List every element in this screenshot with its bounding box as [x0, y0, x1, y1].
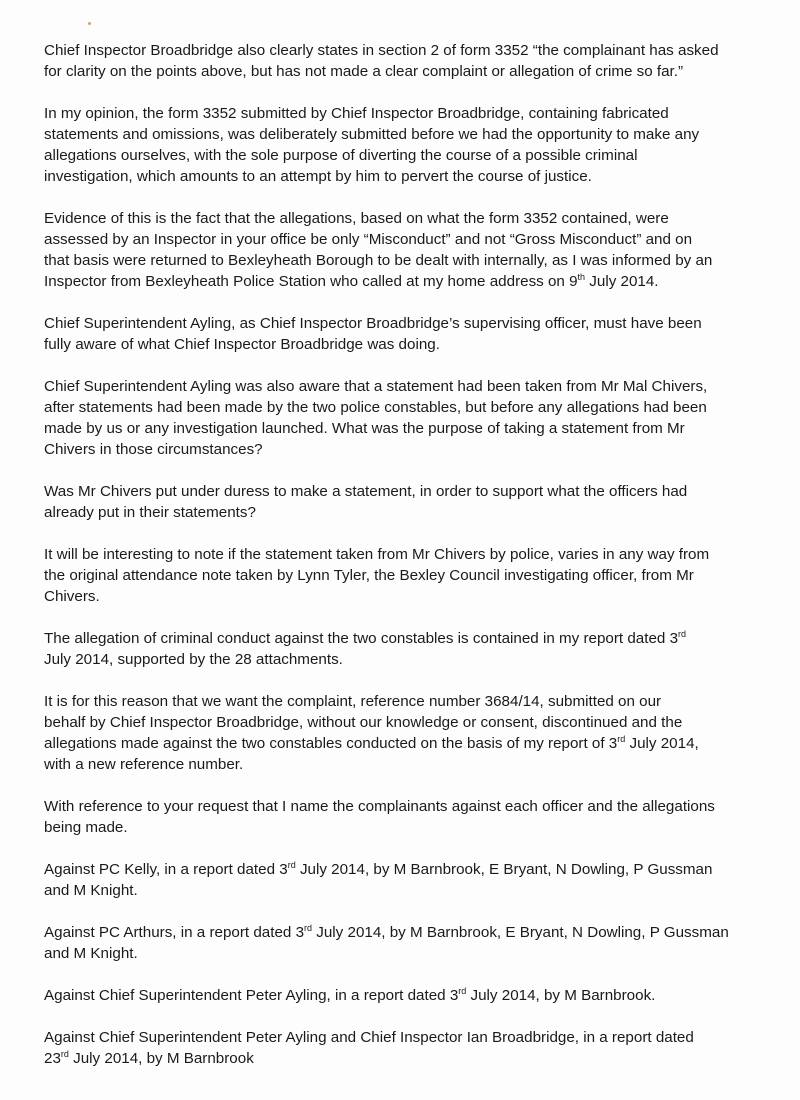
text-run: Evidence of this is the fact that the allegations, based on what the form 3352 contained, were assessed by an Inspector in your office be only “Misconduct” and not “Gross Misconduct” and on that basis were returned to Bexleyheath Borough to be dealt with internally, as I was informed by an Inspector from Bexleyheath Police Station who called at my home address on 9	[44, 210, 713, 290]
paragraph	[44, 922, 792, 964]
paragraph	[44, 481, 792, 523]
text-run: In my opinion, the form 3352 submitted by Chief Inspector Broadbridge, containing fabricated statements and omissions, was deliberately submitted before we had the opportunity to make any allegations ourselves, with the sole purpose of diverting the course of a possible criminal investigation, which amounts to an attempt by him to pervert the course of justice.	[44, 105, 700, 185]
text-run: Chief Inspector Broadbridge also clearly states in section 2 of form 3352 “the complainant has asked for clarity on the points above, but has not made a clear complaint or allegation of crime so far.”	[44, 42, 719, 80]
text-run: July 2014, by M Barnbrook.	[466, 987, 656, 1004]
text-run: July 2014.	[585, 273, 659, 290]
text-run: Against PC Kelly, in a report dated 3	[44, 861, 288, 878]
text-run: July 2014, supported by the 28 attachments.	[44, 651, 343, 668]
paragraph	[44, 103, 792, 187]
ordinal-suffix: th	[577, 271, 586, 282]
text-run: It will be interesting to note if the statement taken from Mr Chivers by police, varies in any way from the original attendance note taken by Lynn Tyler, the Bexley Council investigating officer, from Mr Chivers.	[44, 546, 710, 605]
text-run: The allegation of criminal conduct against the two constables is contained in my report dated 3	[44, 630, 679, 647]
paragraph	[44, 859, 792, 901]
text-run: Against Chief Superintendent Peter Ayling and Chief Inspector Ian Broadbridge, in a report dated 23	[44, 1029, 694, 1067]
paragraph	[44, 376, 792, 460]
ordinal-suffix: rd	[287, 859, 296, 870]
text-run: July 2014, by M Barnbrook, E Bryant, N Dowling, P Gussman and M Knight.	[44, 924, 729, 962]
paragraph	[44, 544, 792, 607]
ordinal-suffix: rd	[458, 985, 467, 996]
paragraph	[44, 1027, 792, 1069]
paragraph	[44, 313, 792, 355]
paragraph	[44, 691, 792, 775]
ordinal-suffix: rd	[60, 1048, 69, 1059]
text-run: Chief Superintendent Ayling was also aware that a statement had been taken from Mr Mal Chivers, after statements had been made by the two police constables, but before any allegations had been made by us or any investigation launched. What was the purpose of taking a statement from Mr Chivers in those circumstances?	[44, 378, 708, 458]
text-run: Chief Superintendent Ayling, as Chief Inspector Broadbridge’s supervising officer, must have been fully aware of what Chief Inspector Broadbridge was doing.	[44, 315, 702, 353]
text-run: July 2014, by M Barnbrook, E Bryant, N Dowling, P Gussman and M Knight.	[44, 861, 713, 899]
text-run: Against PC Arthurs, in a report dated 3	[44, 924, 305, 941]
ordinal-suffix: rd	[304, 922, 313, 933]
scan-speck	[88, 22, 91, 25]
text-run: Against Chief Superintendent Peter Ayling, in a report dated 3	[44, 987, 459, 1004]
text-run: With reference to your request that I name the complainants against each officer and the allegations being made.	[44, 798, 715, 836]
paragraph	[44, 796, 792, 838]
text-run: July 2014, by M Barnbrook	[68, 1050, 254, 1067]
paragraph	[44, 628, 792, 670]
ordinal-suffix: rd	[678, 628, 687, 639]
paragraph	[44, 40, 792, 82]
paragraph	[44, 985, 792, 1006]
text-run: Was Mr Chivers put under duress to make a statement, in order to support what the officers had already put in their statements?	[44, 483, 688, 521]
text-run: It is for this reason that we want the complaint, reference number 3684/14, submitted on our behalf by Chief Inspector Broadbridge, without our knowledge or consent, discontinued and the allegations made against the two constables conducted on the basis of my report of 3	[44, 693, 683, 752]
text-run: July 2014, with a new reference number.	[44, 735, 699, 773]
paragraph	[44, 208, 792, 292]
ordinal-suffix: rd	[617, 733, 626, 744]
